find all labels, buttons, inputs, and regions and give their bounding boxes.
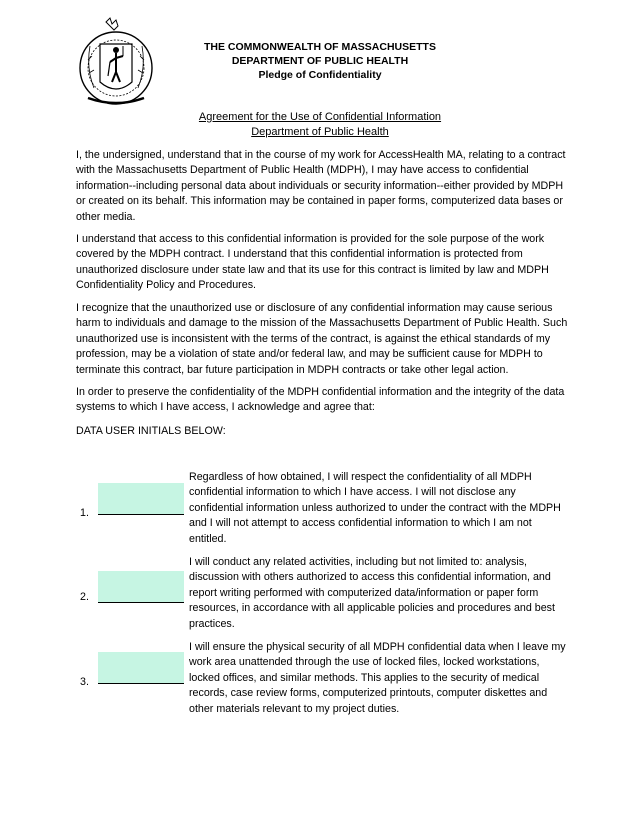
- header-pledge-title: Pledge of Confidentiality: [258, 69, 382, 81]
- header-commonwealth: THE COMMONWEALTH OF MASSACHUSETTS: [204, 41, 436, 53]
- paragraph-undersigned: I, the undersigned, understand that in the course of my work for AccessHealth MA, relating to a contract with the Massachusetts Department of Public Health (MDPH), I may have access to confidential information--including personal data about individuals or security information--either provided by MDPH or created on its behalf. This information may be contained in paper forms, computerized data bases or other media.: [76, 149, 566, 223]
- item-text: I will ensure the physical security of all MDPH confidential data when I leave my work area unattended through the use of locked files, locked workstations, locked offices, and similar methods. This applies to the security of medical records, case review forms, computerized printouts, computer diskettes and other materials relevant to my project duties.: [189, 641, 566, 715]
- item-number: 2.: [80, 591, 89, 603]
- initials-field-2[interactable]: [98, 571, 184, 603]
- pledge-item: [76, 640, 570, 730]
- paragraph-preserve-confidentiality: In order to preserve the confidentiality of the MDPH confidential information and the integrity of the data systems to which I have access, I acknowledge and agree that:: [76, 386, 565, 414]
- initials-field-3[interactable]: [98, 652, 184, 684]
- paragraph-access-purpose: I understand that access to this confidential information is provided for the sole purpose of the work covered by the MDPH contract. I understand that this confidential information is protected from unauthorized disclosure under state law and that its use for this contract is limited by law and MDPH Confidentiality Policy and Procedures.: [76, 233, 549, 292]
- document-header: [140, 40, 500, 82]
- item-number: 3.: [80, 676, 89, 688]
- header-department: DEPARTMENT OF PUBLIC HEALTH: [231, 55, 409, 67]
- item-text: I will conduct any related activities, including but not limited to: analysis, discussion with others authorized to access this confidential information, and report writing performed with computerized data/information or paper form resources, in accordance with all applicable policies and procedures and best practices.: [189, 556, 555, 630]
- item-text: Regardless of how obtained, I will respect the confidentiality of all MDPH confidential information to which I have access. I will not disclose any confidential information unless authorized to under the contract with the MDPH and I will not attempt to access confidential information to which I am not entitled.: [189, 471, 561, 545]
- initials-field-1[interactable]: [98, 483, 184, 515]
- pledge-item: [76, 555, 570, 645]
- paragraph-unauthorized-use: I recognize that the unauthorized use or disclosure of any confidential information may cause serious harm to individuals and damage to the mission of the Massachusetts Department of Public Health. Such unauthorized use is inconsistent with the terms of the contract, is against the ethical standards of my profession, may be a violation of state and/or federal law, and may be sufficient cause for MDPH to terminate this contract, bar future participation in MDPH contracts or take other legal action.: [76, 302, 568, 376]
- pledge-item: [76, 470, 570, 560]
- agreement-subtitle: [140, 110, 500, 140]
- data-user-initials-label: DATA USER INITIALS BELOW:: [76, 425, 226, 437]
- agreement-department: Department of Public Health: [251, 126, 389, 138]
- agreement-title: Agreement for the Use of Confidential Information: [198, 111, 442, 123]
- item-number: 1.: [80, 507, 89, 519]
